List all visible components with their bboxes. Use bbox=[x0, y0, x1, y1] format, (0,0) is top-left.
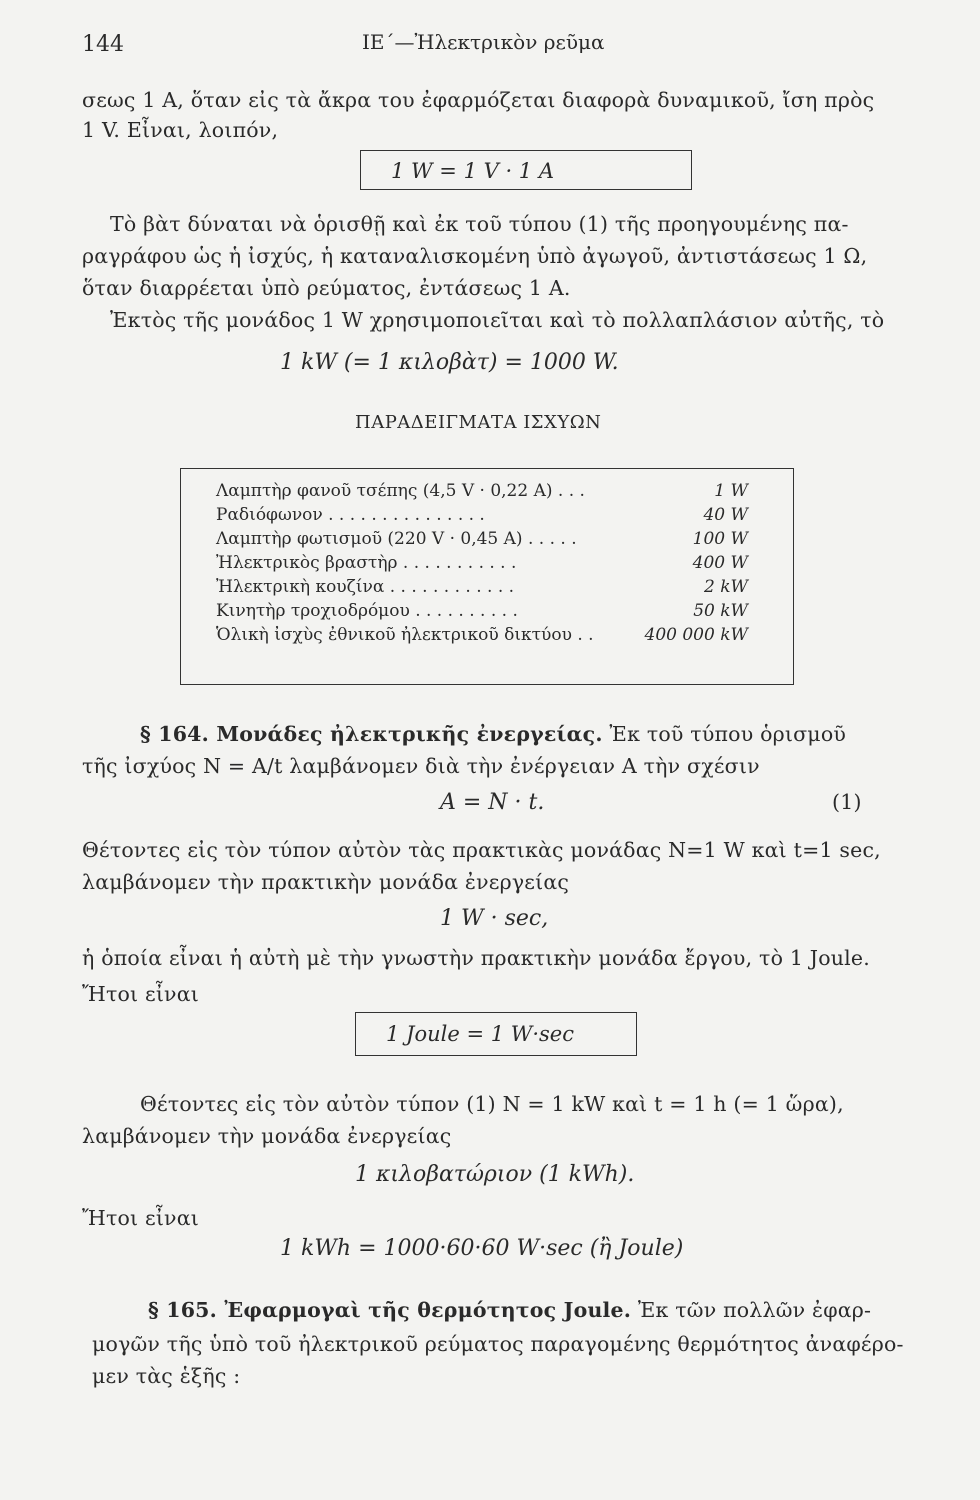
formula-box-watt bbox=[360, 150, 692, 190]
formula-box-joule bbox=[355, 1012, 637, 1056]
kwh-formula: 1 kWh = 1000·60·60 W·sec (ἢ Joule) bbox=[280, 1236, 684, 1261]
running-title: ΙΕ΄—Ἠλεκτρικὸν ρεῦμα bbox=[362, 30, 605, 54]
row-value: 400 W bbox=[692, 553, 748, 573]
text-line: μογῶν τῆς ὑπὸ τοῦ ἠλεκτρικοῦ ρεύματος παραγομένης θερμότητος ἀναφέρο- bbox=[92, 1332, 904, 1356]
energy-formula: A = N · t. bbox=[440, 790, 545, 815]
text-line: Θέτοντες εἰς τὸν τύπον αὐτὸν τὰς πρακτικὰς μονάδας N=1 W καὶ t=1 sec, bbox=[82, 838, 881, 862]
text-line: Θέτοντες εἰς τὸν αὐτὸν τύπον (1) N = 1 kW καὶ t = 1 h (= 1 ὥρα), bbox=[140, 1092, 844, 1116]
text-line: Ἐκτὸς τῆς μονάδος 1 W χρησιμοποιεῖται καὶ τὸ πολλαπλάσιον αὐτῆς, τὸ bbox=[110, 308, 885, 332]
row-label: Λαμπτὴρ φανοῦ τσέπης (4,5 V · 0,22 A) . . . bbox=[216, 481, 585, 501]
text-line: λαμβάνομεν τὴν μονάδα ἐνεργείας bbox=[82, 1124, 452, 1148]
row-label: Κινητὴρ τροχιοδρόμου . . . . . . . . . . bbox=[216, 601, 518, 621]
formula-text: 1 W = 1 V · 1 A bbox=[391, 159, 554, 183]
equation-number: (1) bbox=[832, 790, 862, 814]
text-line: ραγράφου ὡς ἡ ἰσχύς, ἡ καταναλισκομένη ὑπὸ ἀγωγοῦ, ἀντιστάσεως 1 Ω, bbox=[82, 244, 868, 268]
row-label: Ἠλεκτρικὴ κουζίνα . . . . . . . . . . . . bbox=[216, 577, 515, 597]
kw-formula: 1 kW (= 1 κιλοβὰτ) = 1000 W. bbox=[280, 350, 619, 375]
text-line: λαμβάνομεν τὴν πρακτικὴν μονάδα ἐνεργείας bbox=[82, 870, 570, 894]
page-number: 144 bbox=[82, 32, 124, 57]
kwh-definition: 1 κιλοβατώριον (1 kWh). bbox=[355, 1162, 635, 1187]
row-value: 40 W bbox=[703, 505, 748, 525]
text-line: 1 V. Εἶναι, λοιπόν, bbox=[82, 118, 279, 142]
text-line: μεν τὰς ἑξῆς : bbox=[92, 1364, 241, 1388]
text-line: Τὸ βὰτ δύναται νὰ ὁρισθῇ καὶ ἐκ τοῦ τύπου (1) τῆς προηγουμένης πα- bbox=[110, 212, 849, 236]
section-text: Ἐκ τοῦ τύπου ὁρισμοῦ bbox=[609, 722, 847, 746]
unit-formula: 1 W · sec, bbox=[440, 906, 549, 931]
row-value: 400 000 kW bbox=[644, 625, 748, 645]
row-label: Ἠλεκτρικὸς βραστὴρ . . . . . . . . . . . bbox=[216, 553, 517, 573]
row-label: Λαμπτὴρ φωτισμοῦ (220 V · 0,45 A) . . . . . bbox=[216, 529, 577, 549]
row-label: Ὁλικὴ ἰσχὺς ἐθνικοῦ ἠλεκτρικοῦ δικτύου . . bbox=[216, 625, 594, 645]
section-heading: § 165. Ἐφαρμογαὶ τῆς θερμότητος Joule. bbox=[148, 1298, 632, 1322]
row-value: 2 kW bbox=[704, 577, 748, 597]
table-title: ΠΑΡΑΔΕΙΓΜΑΤΑ ΙΣΧΥΩΝ bbox=[355, 412, 602, 433]
text-line: Ἤτοι εἶναι bbox=[82, 982, 200, 1006]
text-line: σεως 1 A, ὅταν εἰς τὰ ἄκρα του ἐφαρμόζεται διαφορὰ δυναμικοῦ, ἴση πρὸς bbox=[82, 88, 875, 112]
section-164-line bbox=[140, 722, 846, 746]
row-label: Ραδιόφωνον . . . . . . . . . . . . . . . bbox=[216, 505, 485, 525]
text-line: ὅταν διαρρέεται ὑπὸ ρεύματος, ἐντάσεως 1 A. bbox=[82, 276, 571, 300]
text-line: Ἤτοι εἶναι bbox=[82, 1206, 200, 1230]
section-heading: § 164. Μονάδες ἠλεκτρικῆς ἐνεργείας. bbox=[140, 722, 603, 746]
row-value: 50 kW bbox=[693, 601, 748, 621]
formula-text: 1 Joule = 1 W·sec bbox=[386, 1022, 574, 1046]
text-line: ἡ ὁποία εἶναι ἡ αὐτὴ μὲ τὴν γνωστὴν πρακτικὴν μονάδα ἔργου, τὸ 1 Joule. bbox=[82, 946, 870, 970]
examples-table bbox=[180, 468, 794, 685]
text-line: τῆς ἰσχύος N = A/t λαμβάνομεν διὰ τὴν ἐνέργειαν A τὴν σχέσιν bbox=[82, 754, 760, 778]
row-value: 100 W bbox=[692, 529, 748, 549]
section-text: Ἐκ τῶν πολλῶν ἐφαρ- bbox=[637, 1298, 872, 1322]
row-value: 1 W bbox=[714, 481, 748, 501]
section-165-line bbox=[148, 1298, 871, 1322]
